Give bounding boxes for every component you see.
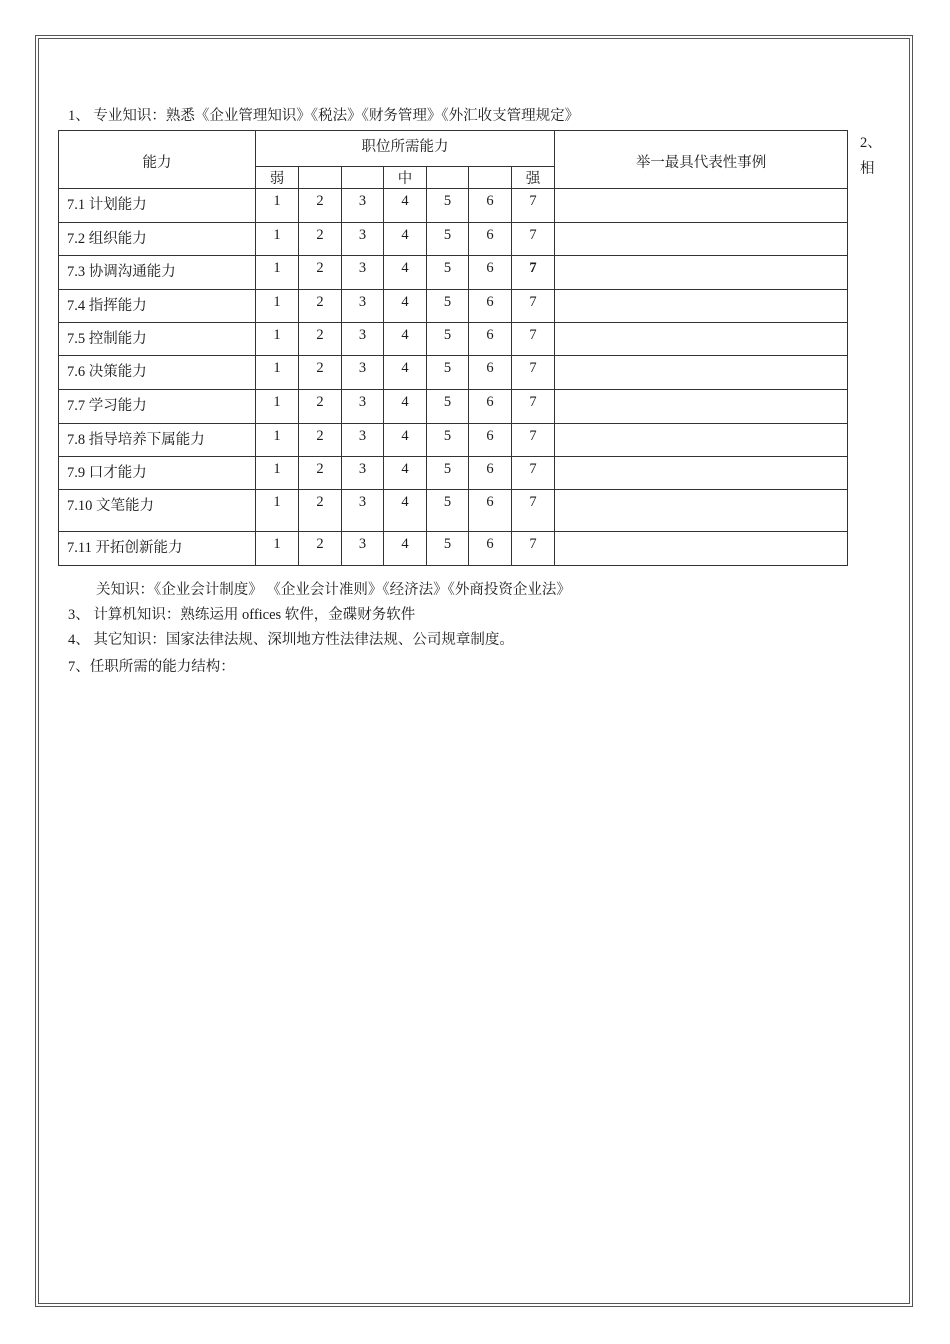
- score-cell-4: 4: [384, 189, 427, 223]
- table-row: [59, 323, 848, 356]
- score-cell-5: 5: [427, 189, 469, 223]
- score-cell-6: 6: [469, 457, 512, 490]
- table-row: [59, 457, 848, 490]
- score-cell-2: 2: [299, 457, 342, 490]
- score-cell-1: 1: [256, 323, 299, 356]
- section-2-related-knowledge: 关知识：《企业会计制度》 《企业会计准则》《经济法》《外商投资企业法》: [96, 582, 571, 598]
- example-cell: [555, 256, 848, 290]
- score-cell-7: 7: [512, 290, 555, 323]
- score-cell-6: 6: [469, 390, 512, 424]
- score-cell-3: 3: [342, 490, 384, 532]
- side-label-char: 相: [860, 161, 875, 177]
- ability-name: 7.2 组织能力: [59, 223, 256, 256]
- scale-mid: 中: [384, 167, 427, 189]
- score-cell-5: 5: [427, 223, 469, 256]
- example-cell: [555, 424, 848, 457]
- example-header: 举一最具代表性事例: [555, 131, 848, 189]
- ability-name: 7.10 文笔能力: [59, 490, 256, 532]
- score-cell-5: 5: [427, 457, 469, 490]
- score-cell-2: 2: [299, 323, 342, 356]
- score-cell-1: 1: [256, 532, 299, 566]
- ability-header: 能力: [59, 131, 256, 189]
- scale-weak: 弱: [256, 167, 299, 189]
- score-cell-2: 2: [299, 532, 342, 566]
- score-cell-7: 7: [512, 256, 555, 290]
- score-cell-1: 1: [256, 290, 299, 323]
- section-1-professional-knowledge: 1、 专业知识：熟悉《企业管理知识》《税法》《财务管理》《外汇收支管理规定》: [68, 108, 580, 124]
- scale-strong: 强: [512, 167, 555, 189]
- table-row: [59, 256, 848, 290]
- section-4-other-knowledge: 4、 其它知识：国家法律法规、深圳地方性法律法规、公司规章制度。: [68, 632, 514, 648]
- table-row: [59, 356, 848, 390]
- score-cell-5: 5: [427, 532, 469, 566]
- ability-name: 7.9 口才能力: [59, 457, 256, 490]
- ability-name: 7.8 指导培养下属能力: [59, 424, 256, 457]
- score-cell-4: 4: [384, 490, 427, 532]
- example-cell: [555, 356, 848, 390]
- section-7-ability-structure: 7、任职所需的能力结构：: [68, 659, 235, 675]
- ability-name: 7.5 控制能力: [59, 323, 256, 356]
- score-cell-4: 4: [384, 223, 427, 256]
- score-cell-6: 6: [469, 189, 512, 223]
- example-cell: [555, 323, 848, 356]
- table-row: [59, 290, 848, 323]
- score-cell-7: 7: [512, 532, 555, 566]
- side-label-number: 2、: [860, 135, 882, 151]
- score-cell-1: 1: [256, 457, 299, 490]
- score-cell-3: 3: [342, 356, 384, 390]
- score-cell-4: 4: [384, 390, 427, 424]
- score-cell-7: 7: [512, 390, 555, 424]
- score-cell-5: 5: [427, 323, 469, 356]
- table-row: [59, 490, 848, 532]
- example-cell: [555, 490, 848, 532]
- score-cell-6: 6: [469, 490, 512, 532]
- example-cell: [555, 532, 848, 566]
- score-cell-2: 2: [299, 189, 342, 223]
- score-cell-7: 7: [512, 457, 555, 490]
- score-cell-7: 7: [512, 356, 555, 390]
- score-cell-7: 7: [512, 323, 555, 356]
- score-cell-6: 6: [469, 256, 512, 290]
- score-cell-3: 3: [342, 424, 384, 457]
- score-cell-4: 4: [384, 424, 427, 457]
- required-ability-header: 职位所需能力: [256, 131, 555, 167]
- table-row: [59, 390, 848, 424]
- score-cell-6: 6: [469, 532, 512, 566]
- score-cell-6: 6: [469, 356, 512, 390]
- score-cell-6: 6: [469, 290, 512, 323]
- score-cell-1: 1: [256, 356, 299, 390]
- ability-name: 7.11 开拓创新能力: [59, 532, 256, 566]
- example-cell: [555, 290, 848, 323]
- score-cell-1: 1: [256, 390, 299, 424]
- score-cell-4: 4: [384, 290, 427, 323]
- score-cell-5: 5: [427, 256, 469, 290]
- score-cell-4: 4: [384, 356, 427, 390]
- score-cell-1: 1: [256, 189, 299, 223]
- table-row: [59, 424, 848, 457]
- example-cell: [555, 223, 848, 256]
- score-cell-5: 5: [427, 290, 469, 323]
- score-cell-3: 3: [342, 223, 384, 256]
- score-cell-4: 4: [384, 323, 427, 356]
- score-cell-3: 3: [342, 323, 384, 356]
- score-cell-5: 5: [427, 390, 469, 424]
- score-cell-3: 3: [342, 189, 384, 223]
- score-cell-2: 2: [299, 290, 342, 323]
- score-cell-3: 3: [342, 256, 384, 290]
- example-cell: [555, 189, 848, 223]
- score-cell-7: 7: [512, 189, 555, 223]
- score-cell-4: 4: [384, 532, 427, 566]
- ability-table: [58, 130, 848, 566]
- ability-name: 7.3 协调沟通能力: [59, 256, 256, 290]
- table-row: [59, 223, 848, 256]
- score-cell-6: 6: [469, 323, 512, 356]
- score-cell-5: 5: [427, 356, 469, 390]
- score-cell-6: 6: [469, 424, 512, 457]
- score-cell-2: 2: [299, 356, 342, 390]
- score-cell-3: 3: [342, 532, 384, 566]
- ability-name: 7.4 指挥能力: [59, 290, 256, 323]
- score-cell-3: 3: [342, 290, 384, 323]
- ability-name: 7.1 计划能力: [59, 189, 256, 223]
- score-cell-2: 2: [299, 424, 342, 457]
- score-cell-1: 1: [256, 256, 299, 290]
- score-cell-4: 4: [384, 256, 427, 290]
- score-cell-3: 3: [342, 390, 384, 424]
- ability-name: 7.6 决策能力: [59, 356, 256, 390]
- score-cell-2: 2: [299, 256, 342, 290]
- score-cell-3: 3: [342, 457, 384, 490]
- side-label: [860, 130, 882, 182]
- score-cell-7: 7: [512, 424, 555, 457]
- score-cell-1: 1: [256, 490, 299, 532]
- table-row: [59, 532, 848, 566]
- example-cell: [555, 457, 848, 490]
- score-cell-2: 2: [299, 223, 342, 256]
- table-row: [59, 189, 848, 223]
- score-cell-1: 1: [256, 424, 299, 457]
- score-cell-4: 4: [384, 457, 427, 490]
- ability-name: 7.7 学习能力: [59, 390, 256, 424]
- score-cell-6: 6: [469, 223, 512, 256]
- score-cell-5: 5: [427, 424, 469, 457]
- score-cell-5: 5: [427, 490, 469, 532]
- score-cell-2: 2: [299, 390, 342, 424]
- section-3-computer-knowledge: 3、 计算机知识：熟练运用 offices 软件，金碟财务软件: [68, 607, 416, 623]
- score-cell-7: 7: [512, 490, 555, 532]
- score-cell-7: 7: [512, 223, 555, 256]
- score-cell-2: 2: [299, 490, 342, 532]
- example-cell: [555, 390, 848, 424]
- score-cell-1: 1: [256, 223, 299, 256]
